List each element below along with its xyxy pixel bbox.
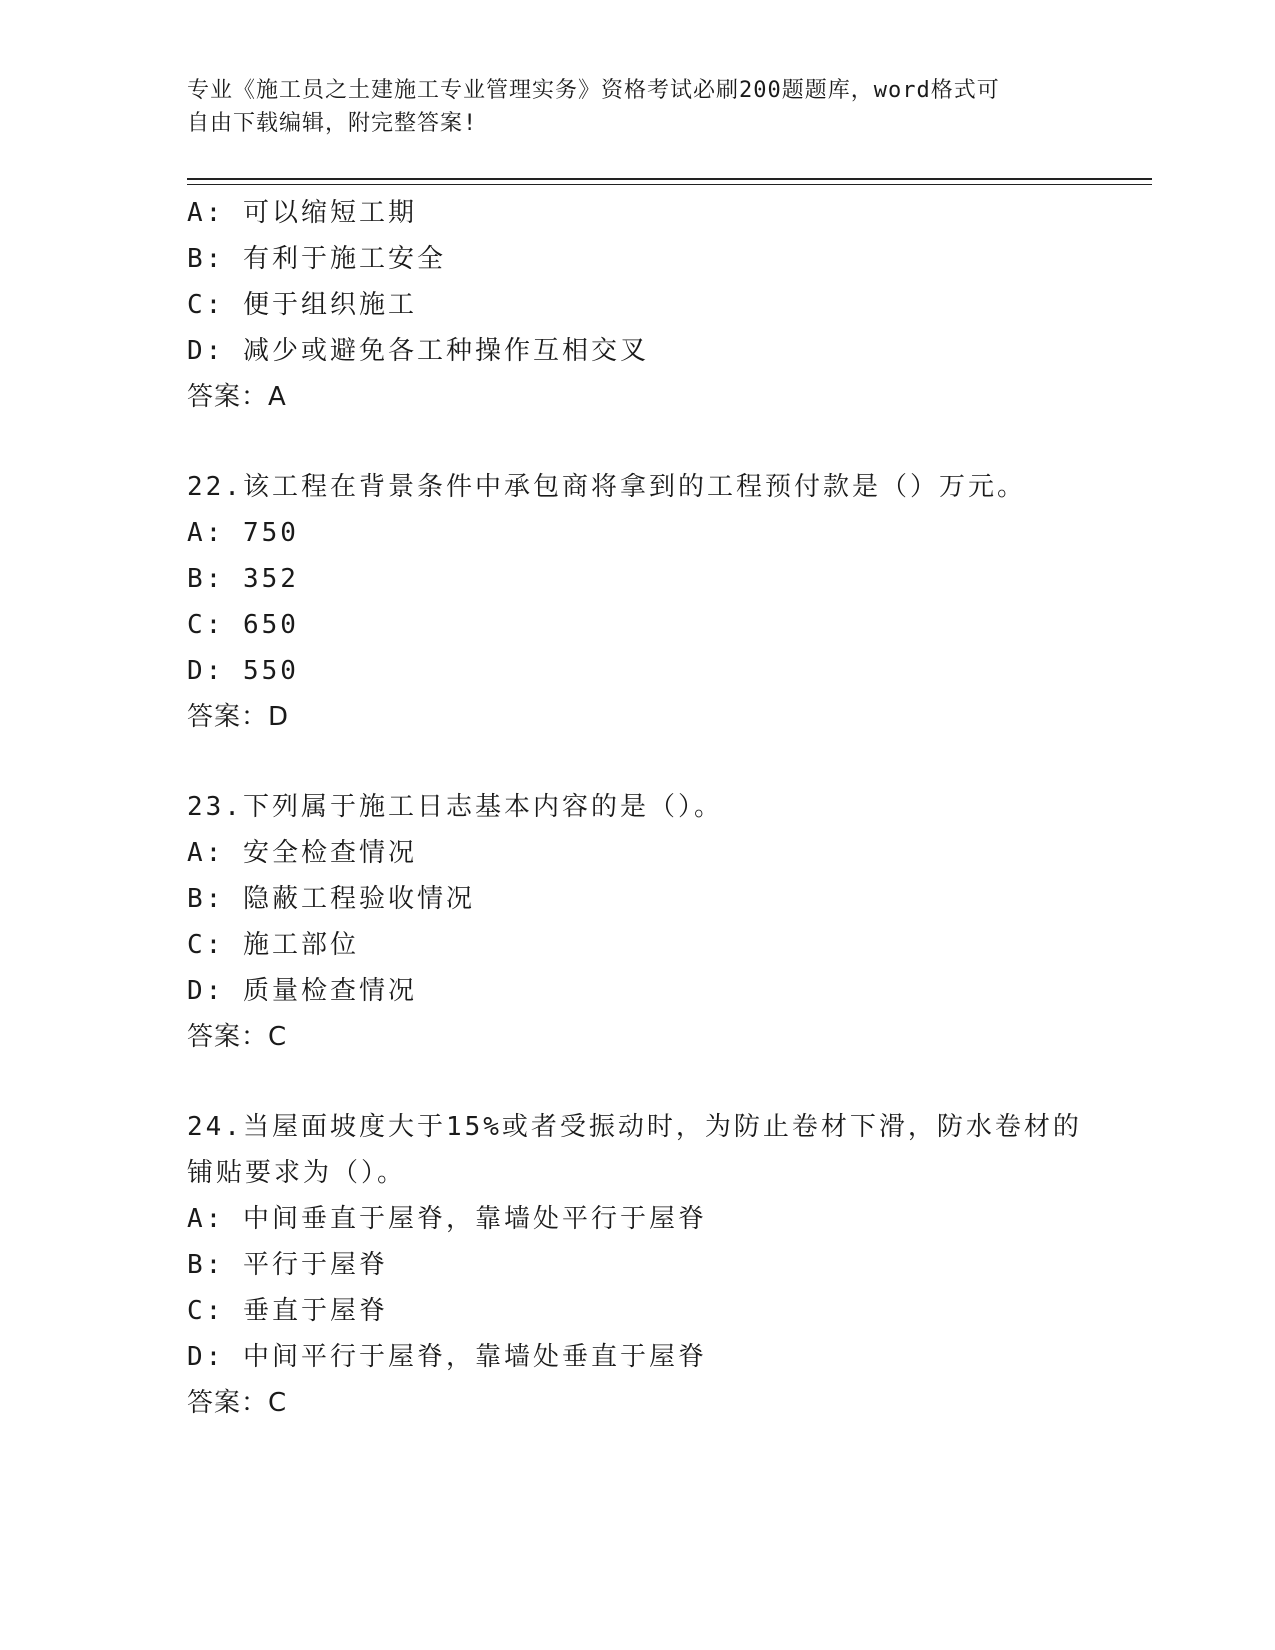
option-c: C: 650 <box>187 610 299 640</box>
question-stem-line-2: 铺贴要求为（）。 <box>187 1158 407 1188</box>
option-d: D: 质量检查情况 <box>187 976 417 1006</box>
option-c: C: 垂直于屋脊 <box>187 1296 388 1326</box>
spacer <box>187 740 1152 784</box>
question-22 <box>187 464 1152 740</box>
spacer <box>187 420 1152 464</box>
option-a: A: 安全检查情况 <box>187 838 417 868</box>
option-d: D: 中间平行于屋脊，靠墙处垂直于屋脊 <box>187 1342 707 1372</box>
option-b: B: 隐蔽工程验收情况 <box>187 884 475 914</box>
option-c: C: 便于组织施工 <box>187 290 417 320</box>
option-c: C: 施工部位 <box>187 930 359 960</box>
spacer <box>187 1060 1152 1104</box>
option-d: D: 550 <box>187 656 299 686</box>
option-a: A: 中间垂直于屋脊，靠墙处平行于屋脊 <box>187 1204 707 1234</box>
document-header <box>187 74 1067 140</box>
answer-text: 答案：A <box>187 382 287 412</box>
question-21 <box>187 190 1152 420</box>
option-b: B: 352 <box>187 564 299 594</box>
answer-text: 答案：C <box>187 1388 288 1418</box>
question-23 <box>187 784 1152 1060</box>
option-a: A: 750 <box>187 518 299 548</box>
option-d: D: 减少或避免各工种操作互相交叉 <box>187 336 649 366</box>
header-line-2: 自由下载编辑，附完整答案! <box>187 111 478 136</box>
answer-text: 答案：C <box>187 1022 288 1052</box>
option-b: B: 平行于屋脊 <box>187 1250 388 1280</box>
question-stem-line-1: 24.当屋面坡度大于15%或者受振动时，为防止卷材下滑，防水卷材的 <box>187 1112 1082 1142</box>
header-line-1: 专业《施工员之土建施工专业管理实务》资格考试必刷200题题库，word格式可 <box>187 78 1000 103</box>
question-stem: 23.下列属于施工日志基本内容的是（）。 <box>187 792 723 822</box>
question-list <box>187 190 1152 1426</box>
question-24 <box>187 1104 1152 1426</box>
header-divider <box>187 178 1152 185</box>
answer-text: 答案：D <box>187 702 290 732</box>
question-stem: 22.该工程在背景条件中承包商将拿到的工程预付款是（）万元。 <box>187 472 1026 502</box>
option-a: A: 可以缩短工期 <box>187 198 417 228</box>
option-b: B: 有利于施工安全 <box>187 244 446 274</box>
